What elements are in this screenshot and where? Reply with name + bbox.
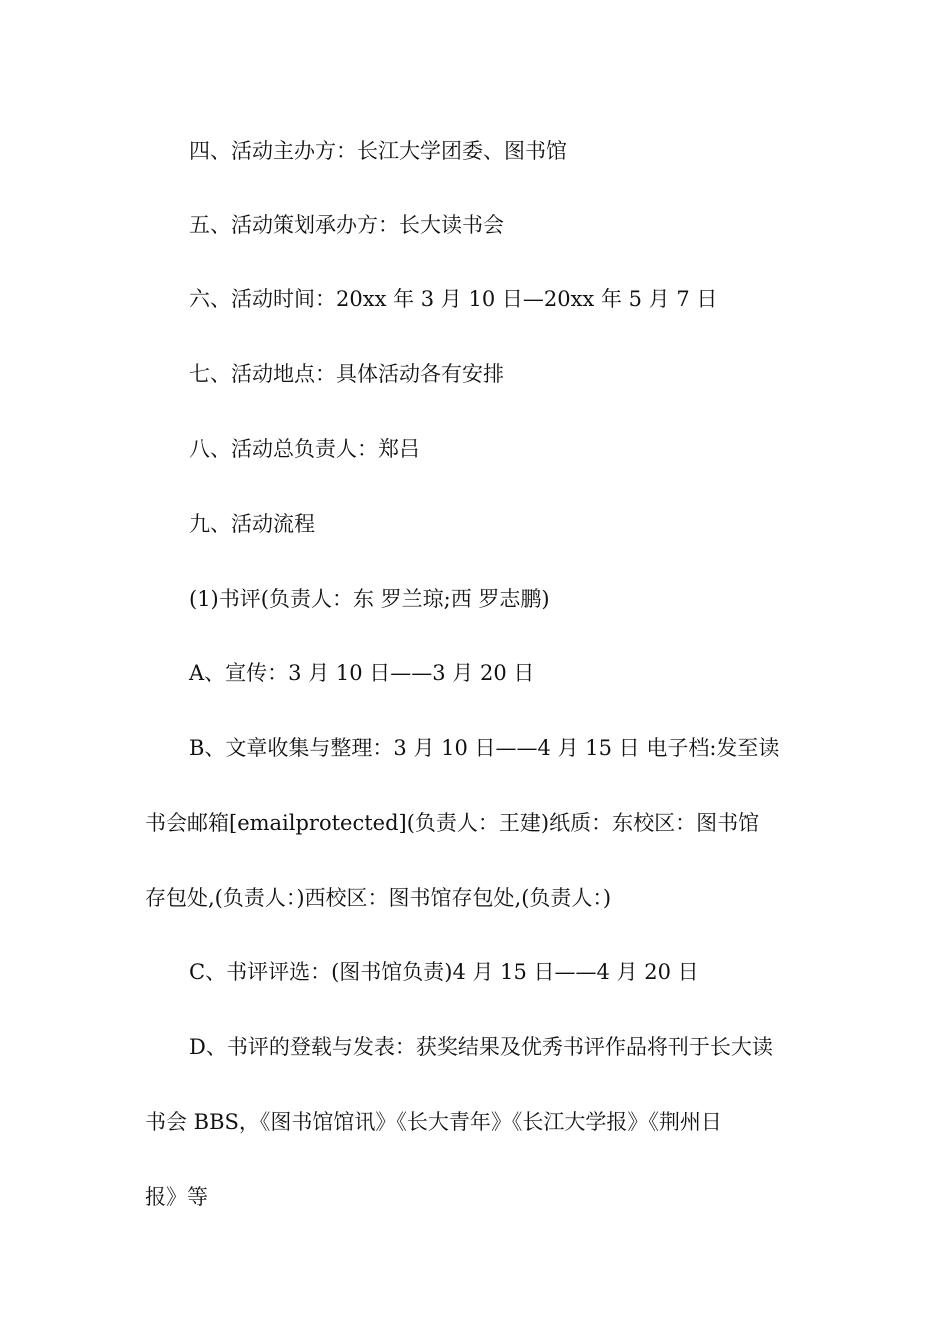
para-leader: 八、活动总负责人：郑吕 <box>189 437 420 461</box>
para-item-a: A、宣传：3 月 10 日——3 月 20 日 <box>189 661 535 685</box>
para-item-d-line1: D、书评的登载与发表：获奖结果及优秀书评作品将刊于长大读 <box>189 1035 773 1059</box>
para-time: 六、活动时间：20xx 年 3 月 10 日—20xx 年 5 月 7 日 <box>189 287 718 311</box>
para-item-d-line2: 书会 BBS，《图书馆馆讯》《长大青年》《长江大学报》《荆州日 <box>145 1110 722 1134</box>
para-item-b-line2: 书会邮箱[emailprotected](负责人：王建)纸质：东校区：图书馆 <box>145 811 760 835</box>
para-item-d-line3: 报》等 <box>145 1185 208 1209</box>
para-planner: 五、活动策划承办方：长大读书会 <box>189 213 504 237</box>
para-book-review: (1)书评(负责人：东 罗兰琼;西 罗志鹏) <box>189 587 550 611</box>
para-location: 七、活动地点：具体活动各有安排 <box>189 362 504 386</box>
para-organizer: 四、活动主办方：长江大学团委、图书馆 <box>189 139 567 163</box>
para-process-heading: 九、活动流程 <box>189 512 315 536</box>
para-item-b-line1: B、文章收集与整理：3 月 10 日——4 月 15 日 电子档:发至读 <box>189 736 780 760</box>
para-item-b-line3: 存包处,(负责人：)西校区：图书馆存包处,(负责人：) <box>145 886 612 910</box>
para-item-c: C、书评评选：(图书馆负责)4 月 15 日——4 月 20 日 <box>189 960 699 984</box>
